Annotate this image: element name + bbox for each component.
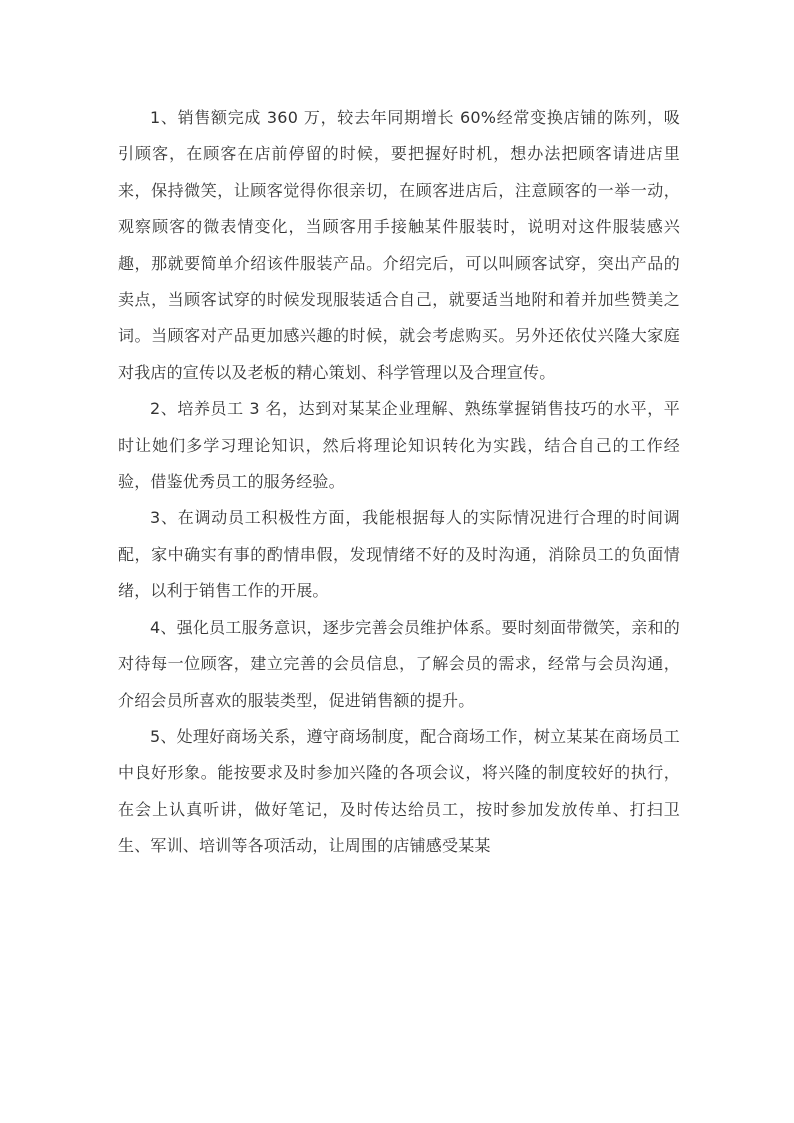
- paragraph-4-service: 4、强化员工服务意识，逐步完善会员维护体系。要时刻面带微笑，亲和的对待每一位顾客，建立完善的会员信息，了解会员的需求，经常与会员沟通，介绍会员所喜欢的服装类型，促进销售额的提升。: [118, 617, 680, 710]
- paragraph-5-mall-relations: 5、处理好商场关系，遵守商场制度，配合商场工作，树立某某在商场员工中良好形象。能按要求及时参加兴隆的各项会议，将兴隆的制度较好的执行，在会上认真听讲，做好笔记，及时传达给员工，按时参加发放传单、打扫卫生、军训、培训等各项活动，让周围的店铺感受某某: [118, 726, 680, 856]
- document-body: [118, 100, 680, 865]
- paragraph-1-sales: 1、销售额完成 360 万，较去年同期增长 60%经常变换店铺的陈列，吸引顾客，在顾客在店前停留的时候，要把握好时机，想办法把顾客请进店里来，保持微笑，让顾客觉得你很亲切，在顾客进店后，注意顾客的一举一动，观察顾客的微表情变化，当顾客用手接触某件服装时，说明对这件服装感兴趣，那就要简单介绍该件服装产品。介绍完后，可以叫顾客试穿，突出产品的卖点，当顾客试穿的时候发现服装适合自己，就要适当地附和着并加些赞美之词。当顾客对产品更加感兴趣的时候，就会考虑购买。另外还依仗兴隆大家庭对我店的宣传以及老板的精心策划、科学管理以及合理宣传。: [118, 108, 680, 382]
- paragraph-2-training: 2、培养员工 3 名，达到对某某企业理解、熟练掌握销售技巧的水平，平时让她们多学习理论知识，然后将理论知识转化为实践，结合自己的工作经验，借鉴优秀员工的服务经验。: [118, 399, 680, 492]
- paragraph-3-motivation: 3、在调动员工积极性方面，我能根据每人的实际情况进行合理的时间调配，家中确实有事的酌情串假，发现情绪不好的及时沟通，消除员工的负面情绪，以利于销售工作的开展。: [118, 508, 680, 601]
